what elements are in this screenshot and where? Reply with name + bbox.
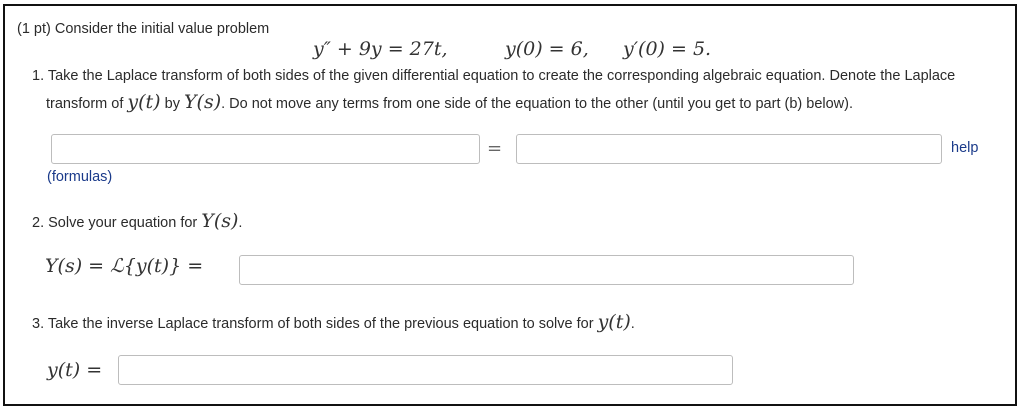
problem-intro: (1 pt) Consider the initial value problem: [17, 21, 270, 37]
step2-instruction: [32, 210, 242, 232]
yt-answer-input[interactable]: [118, 355, 733, 385]
step3-text: 3. Take the inverse Laplace transform of both sides of the previous equation to solve for: [32, 316, 594, 332]
equals-sign: =: [487, 138, 503, 159]
step1-instruction-line2: [46, 91, 853, 113]
ivp-initial-condition-2: y′(0) = 5.: [623, 38, 712, 60]
step1-yt-symbol: y(t): [127, 91, 161, 113]
step1-Ys-symbol: Y(s): [183, 91, 222, 113]
problem-panel: [3, 4, 1017, 406]
ivp-initial-condition-1: y(0) = 6,: [505, 38, 589, 60]
step3-yt-symbol: y(t): [597, 311, 631, 333]
step3-instruction: [32, 311, 635, 333]
step2-Ys-symbol: Y(s): [201, 210, 239, 232]
step1-text-a: transform of: [46, 96, 124, 112]
laplace-lhs-input[interactable]: [51, 134, 480, 164]
step3-end: .: [630, 316, 635, 332]
step1-text-c: . Do not move any terms from one side of the equation to the other (until you get to part (b) below).: [221, 96, 853, 112]
step1-text-b: by: [164, 96, 180, 112]
laplace-rhs-input[interactable]: [516, 134, 942, 164]
Ys-answer-input[interactable]: [239, 255, 854, 285]
ivp-ode: y″ + 9y = 27t,: [313, 38, 448, 60]
help-link[interactable]: help: [951, 140, 979, 156]
step1-instruction-line1: 1. Take the Laplace transform of both sides of the given differential equation to create the corresponding algebraic equation. Denote the Laplace: [32, 68, 956, 84]
step2-end: .: [238, 215, 243, 231]
step2-text: 2. Solve your equation for: [32, 215, 198, 231]
formulas-link[interactable]: (formulas): [47, 169, 113, 185]
yt-answer-label: y(t) =: [47, 359, 103, 381]
Ys-answer-label: Y(s) = ℒ{y(t)} =: [45, 255, 204, 277]
